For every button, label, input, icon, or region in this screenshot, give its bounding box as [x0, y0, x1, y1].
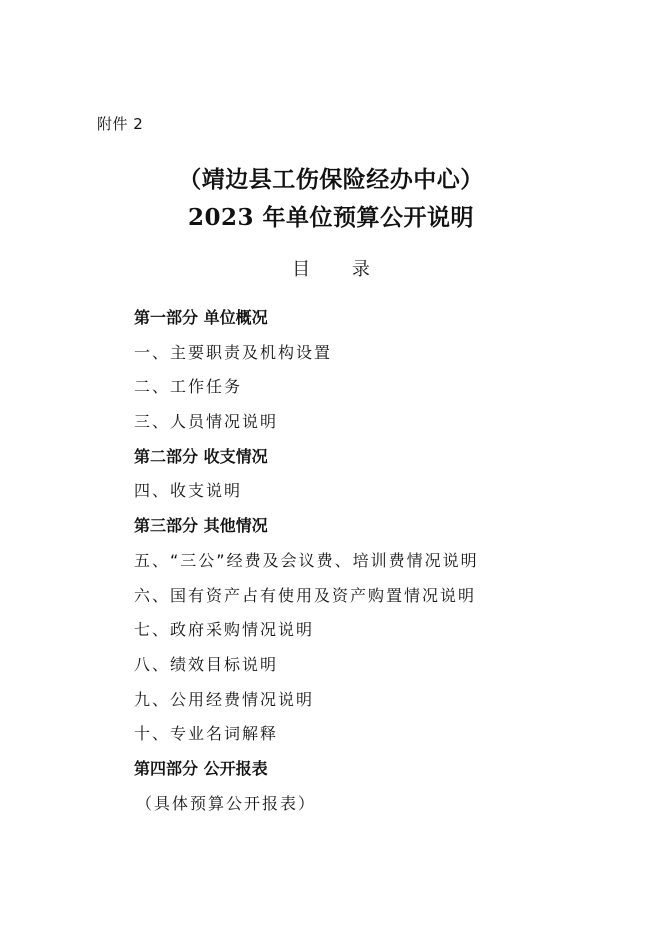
toc-item-1: 一、主要职责及机构设置 [134, 342, 333, 362]
toc-item-8: 八、绩效目标说明 [134, 654, 279, 674]
toc-item-6: 六、国有资产占有使用及资产购置情况说明 [134, 585, 477, 605]
toc-part-2: 第二部分 收支情况 [134, 446, 268, 466]
toc-part-3: 第三部分 其他情况 [134, 516, 268, 536]
toc-item-9: 九、公用经费情况说明 [134, 689, 315, 709]
attachment-label: 附件 2 [97, 115, 144, 133]
toc-part-1: 第一部分 单位概况 [134, 308, 268, 327]
document-title-unit: （靖边县工伤保险经办中心） [178, 166, 484, 193]
toc-item-3: 三、人员情况说明 [134, 412, 279, 432]
table-of-contents [134, 307, 479, 827]
toc-item-10: 十、专业名词解释 [134, 724, 279, 744]
toc-item-4: 四、收支说明 [134, 481, 243, 501]
toc-item-7: 七、政府采购情况说明 [134, 620, 315, 640]
toc-part-4: 第四部分 公开报表 [134, 758, 268, 778]
toc-item-5: 五、“三公”经费及会议费、培训费情况说明 [134, 550, 479, 570]
document-title-main: 2023 年单位预算公开说明 [187, 204, 475, 231]
toc-note: （具体预算公开报表） [136, 793, 317, 813]
toc-heading: 目 录 [292, 259, 388, 280]
toc-item-2: 二、工作任务 [134, 377, 243, 397]
